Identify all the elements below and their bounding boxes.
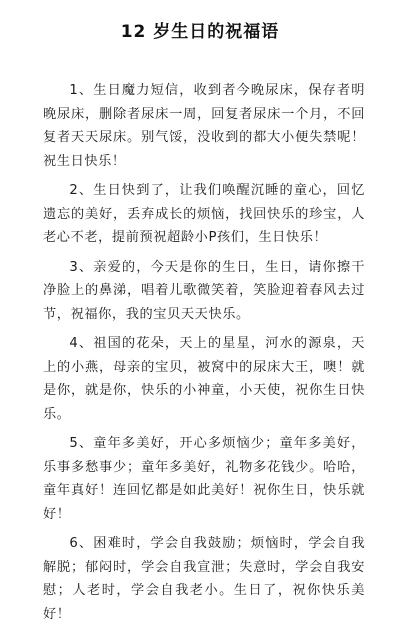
document-body xyxy=(43,79,365,632)
paragraph: 1、生日魔力短信，收到者今晚尿床，保存者明晚尿床，删除者尿床一周，回复者尿床一个月，不回复者天天尿床。别气馁，没收到的都大小便失禁呢！祝生日快乐！ xyxy=(43,83,365,169)
paragraph: 4、祖国的花朵，天上的星星，河水的源泉，天上的小燕，母亲的宝贝，被窝中的尿床大王，噢！就是你，就是你，快乐的小神童，小天使，祝你生日快乐。 xyxy=(43,336,365,422)
paragraph: 6、困难时，学会自我鼓励；烦恼时，学会自我解脱；郁闷时，学会自我宣泄；失意时，学会自我安慰；人老时，学会自我老小。生日了，祝你快乐美好！ xyxy=(43,536,365,622)
paragraph: 2、生日快到了，让我们唤醒沉睡的童心，回忆遗忘的美好，丢弃成长的烦恼，找回快乐的珍宝，人老心不老，提前预祝超龄小P孩们，生日快乐！ xyxy=(43,183,365,245)
page-title: 12 岁生日的祝福语 xyxy=(120,22,280,42)
paragraph: 3、亲爱的，今天是你的生日，生日，请你擦干净脸上的鼻涕，唱着儿歌微笑着，笑脸迎着春风去过节，祝福你，我的宝贝天天快乐。 xyxy=(43,259,365,322)
paragraph: 5、童年多美好，开心多烦恼少；童年多美好，乐事多愁事少；童年多美好，礼物多花钱少。哈哈，童年真好！连回忆都是如此美好！祝你生日，快乐就好！ xyxy=(43,436,365,522)
